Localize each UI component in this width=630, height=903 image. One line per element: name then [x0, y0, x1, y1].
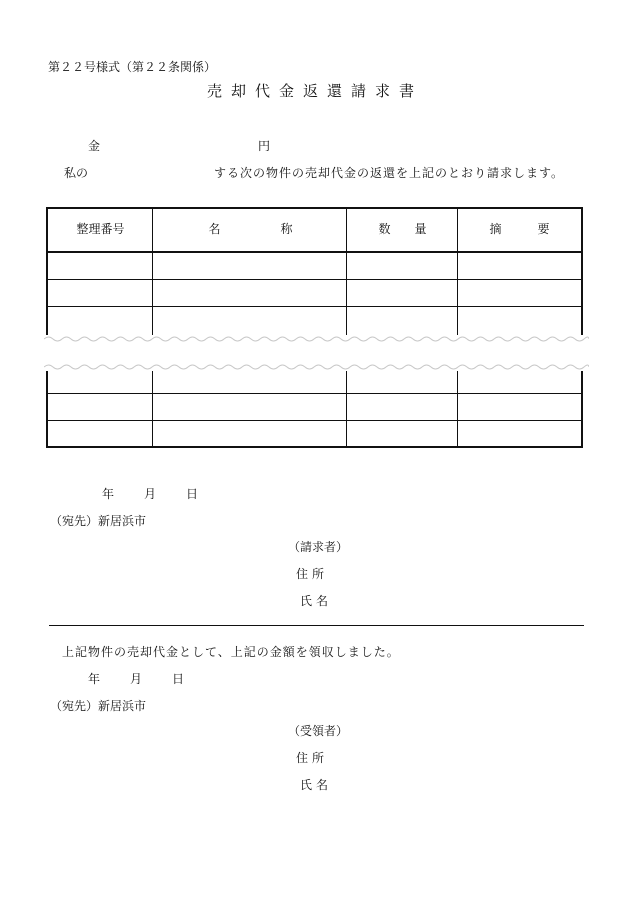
receipt-date-month: 月: [130, 672, 143, 686]
request-date-month: 月: [144, 487, 157, 501]
request-addressee: （宛先）新居浜市: [50, 514, 147, 528]
recipient-label: （受領者）: [288, 724, 349, 738]
column-header-id: 整理番号: [76, 222, 125, 236]
column-header-quantity: 数 量: [378, 222, 427, 236]
row-divider: [48, 279, 581, 280]
receipt-sentence: 上記物件の売却代金として、上記の金額を領収しました。: [62, 645, 400, 659]
section-separator: [49, 625, 584, 626]
row-divider: [48, 393, 581, 394]
requester-name-label: 氏名: [300, 594, 333, 608]
recipient-name-label: 氏名: [300, 778, 333, 792]
row-divider: [48, 420, 581, 421]
request-date-day: 日: [186, 487, 199, 501]
receipt-date-day: 日: [172, 672, 185, 686]
request-sentence: する次の物件の売却代金の返還を上記のとおり請求します。: [214, 166, 565, 180]
requester-label: （請求者）: [288, 540, 349, 554]
receipt-addressee: （宛先）新居浜市: [50, 699, 147, 713]
receipt-date-year: 年: [88, 672, 101, 686]
column-divider: [152, 209, 153, 446]
items-table: [46, 207, 583, 448]
form-number: 第２２号様式（第２２条関係）: [48, 60, 217, 74]
table-omission-gap: [44, 335, 589, 371]
column-header-remarks: 摘 要: [489, 222, 550, 236]
yen-unit-label: 円: [258, 139, 271, 153]
amount-label: 金: [88, 139, 101, 153]
request-subject: 私の: [64, 166, 89, 180]
header-divider: [48, 251, 581, 253]
column-divider: [346, 209, 347, 446]
tear-edge-bottom: [44, 363, 589, 371]
tear-edge-top: [44, 335, 589, 343]
recipient-address-label: 住所: [296, 751, 329, 765]
column-divider: [457, 209, 458, 446]
column-header-name: 名 称: [208, 222, 293, 236]
document-title: 売却代金返還請求書: [206, 82, 423, 100]
requester-address-label: 住所: [296, 567, 329, 581]
row-divider: [48, 306, 581, 307]
request-date-year: 年: [102, 487, 115, 501]
